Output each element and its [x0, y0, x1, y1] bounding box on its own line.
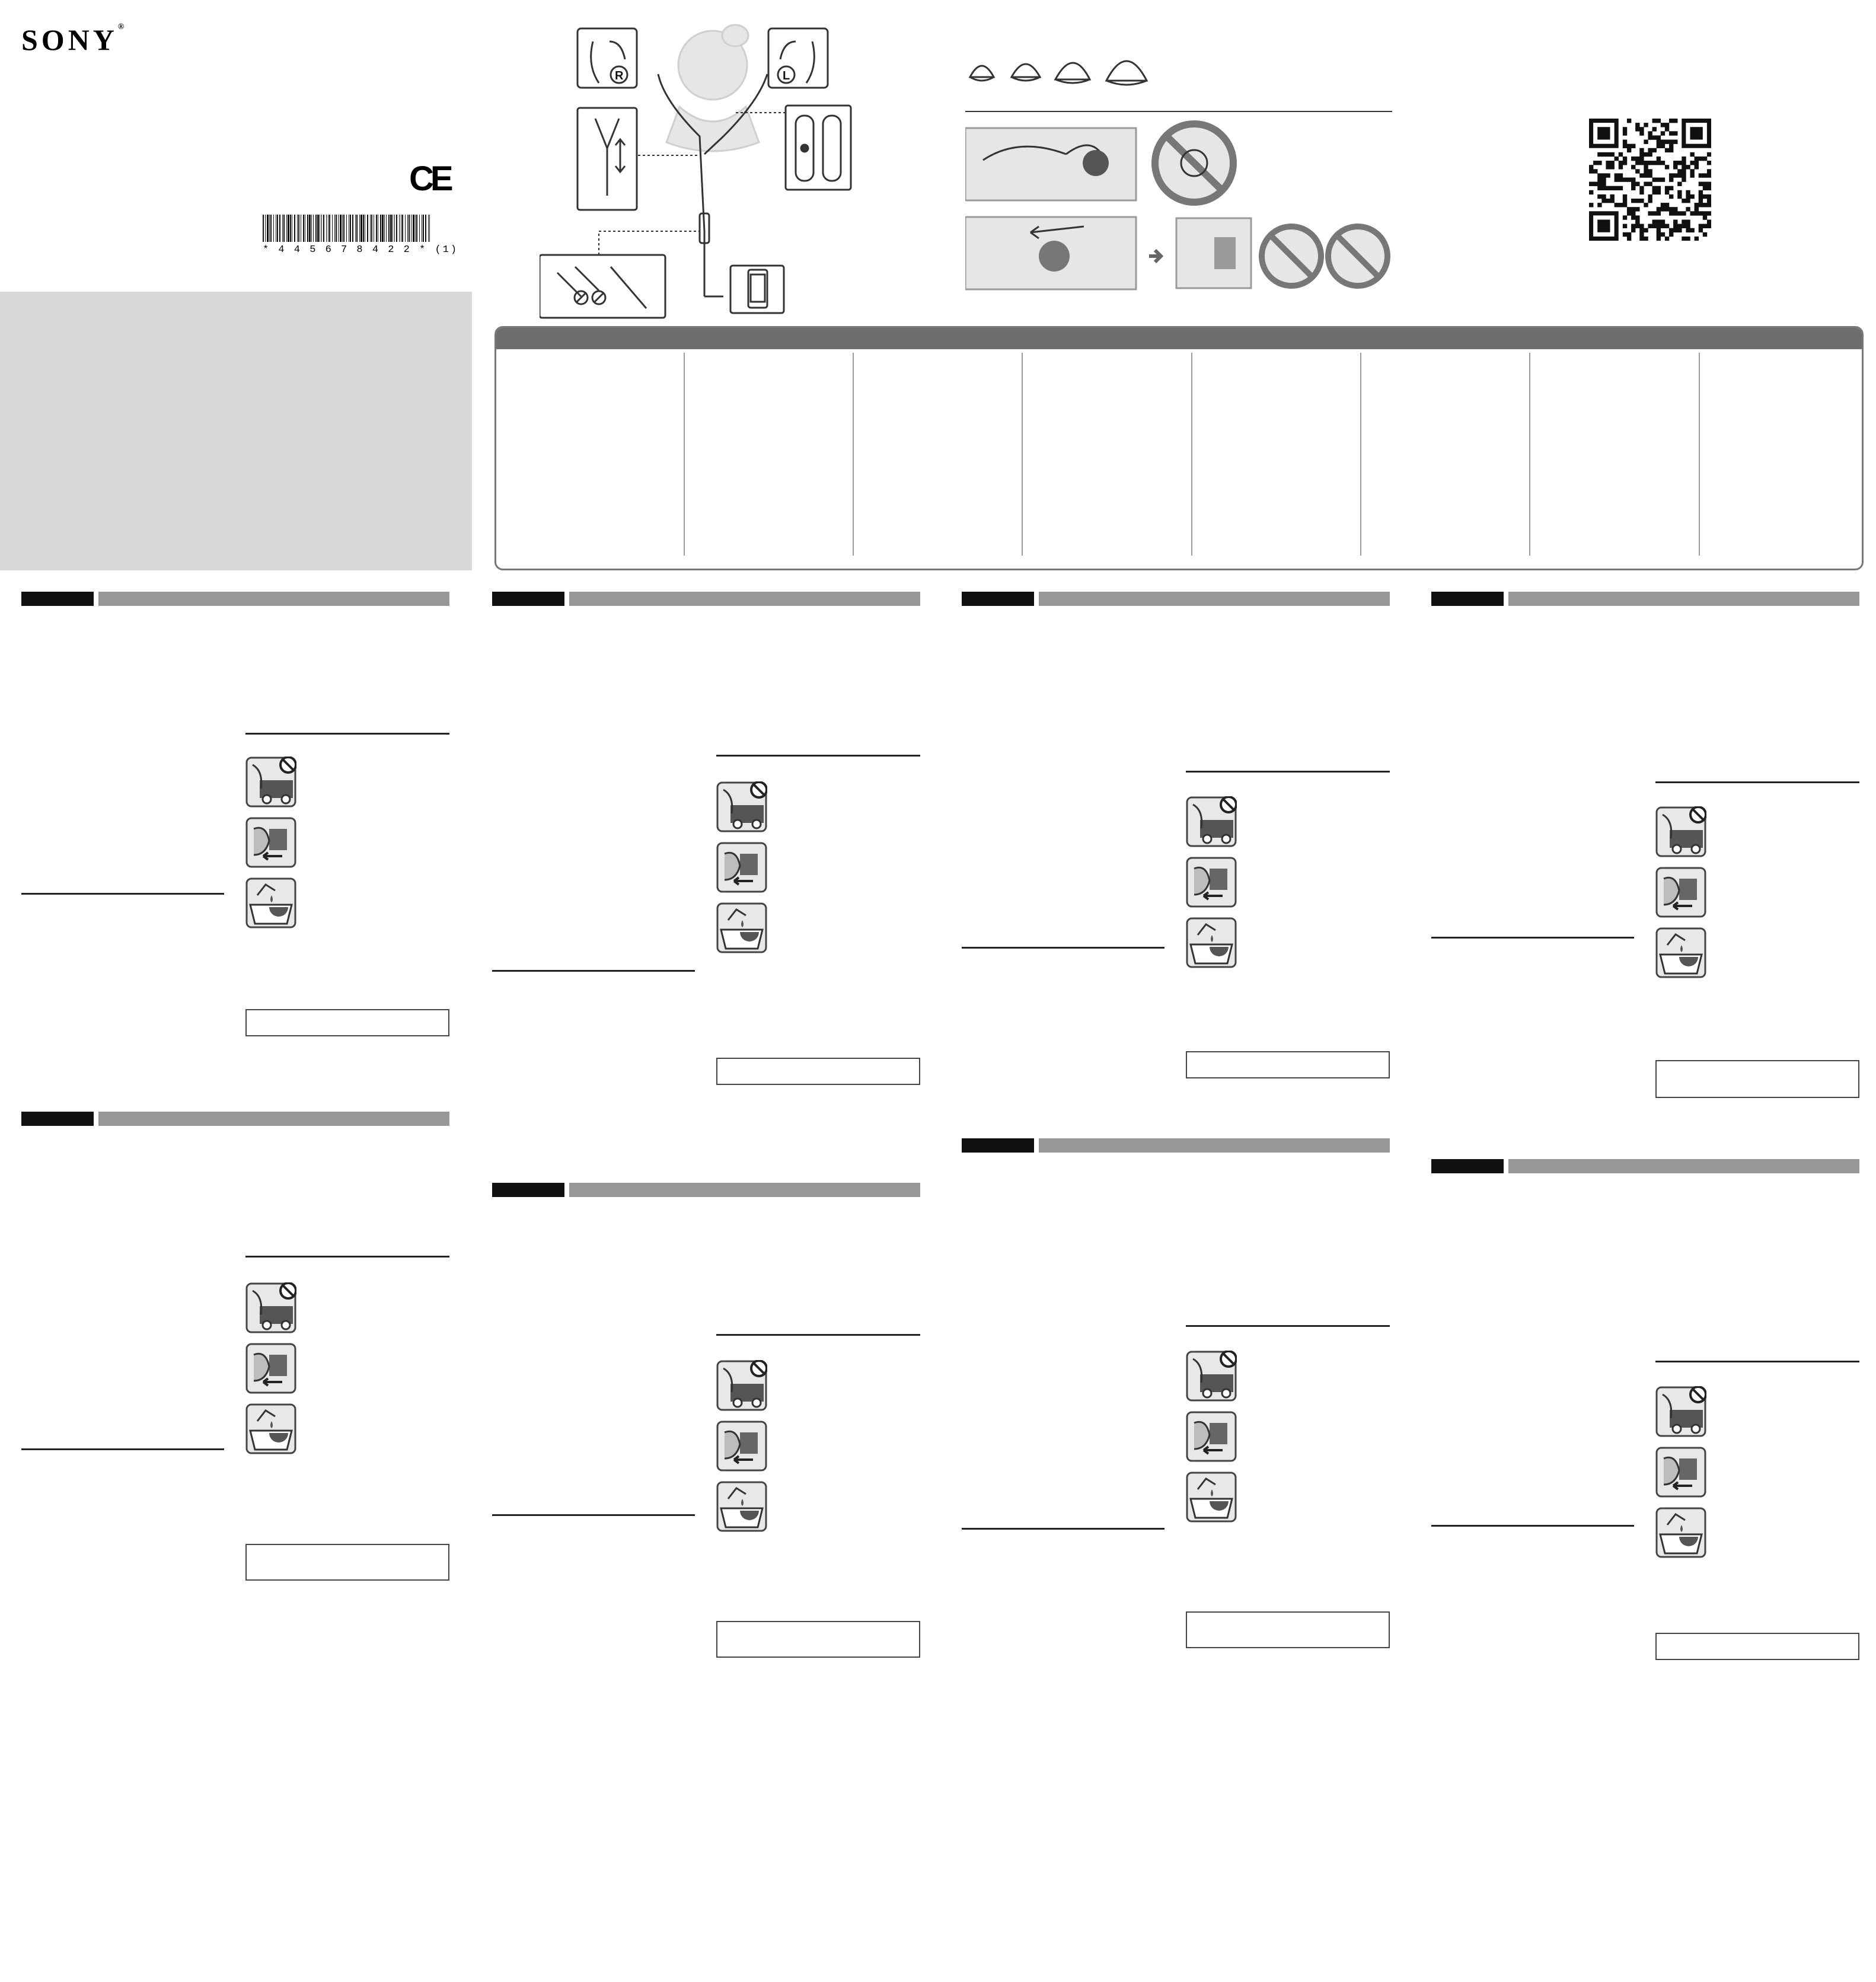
info-box	[1186, 1051, 1390, 1078]
section-divider	[245, 733, 449, 735]
barcode-number: * 4 4 5 6 7 8 4 2 2 * (1)	[263, 244, 459, 256]
no-driving-icon	[1655, 806, 1706, 857]
section-language-tag	[492, 1183, 564, 1197]
section-title-bar	[98, 592, 449, 606]
remove-earbud-icon	[1186, 1411, 1237, 1462]
board-divider	[1360, 353, 1361, 556]
remove-earbud-icon	[1186, 857, 1237, 908]
no-driving-icon	[245, 1282, 296, 1333]
wash-icon	[245, 1403, 296, 1454]
wash-icon	[1186, 1472, 1237, 1523]
qr-code-icon	[1589, 119, 1711, 241]
remove-earbud-icon	[245, 1343, 296, 1394]
section-divider	[1186, 771, 1390, 773]
section-divider	[716, 755, 920, 757]
info-box	[716, 1621, 920, 1658]
section-divider	[1655, 1361, 1859, 1362]
remove-earbud-icon	[716, 1421, 767, 1472]
section-divider	[1186, 1325, 1390, 1327]
section-language-tag	[21, 1112, 94, 1126]
info-box	[1655, 1633, 1859, 1660]
info-box	[1186, 1611, 1390, 1648]
wash-icon	[245, 877, 296, 928]
section-divider	[21, 893, 224, 895]
no-driving-icon	[245, 757, 296, 808]
remove-earbud-icon	[716, 842, 767, 893]
section-language-tag	[962, 592, 1034, 606]
right-earbud-box	[578, 28, 637, 88]
gray-panel	[0, 292, 472, 570]
wash-icon	[1186, 917, 1237, 968]
board-divider	[853, 353, 854, 556]
section-language-tag	[1431, 1159, 1504, 1173]
right-marker: R	[615, 69, 624, 82]
remote-box	[786, 106, 851, 190]
prohibited-icon	[1262, 226, 1321, 286]
no-driving-icon	[1186, 1351, 1237, 1402]
sony-logo: SONY®	[21, 23, 125, 56]
section-divider	[492, 1514, 695, 1516]
section-divider	[962, 947, 1164, 949]
remove-earbud-icon	[245, 817, 296, 868]
board-divider	[1529, 353, 1530, 556]
no-driving-icon	[1186, 796, 1237, 847]
prohibited-icon	[1155, 124, 1233, 202]
section-divider	[21, 1448, 224, 1450]
plug-box	[540, 255, 665, 318]
section-title-bar	[1508, 1159, 1859, 1173]
wash-icon	[1655, 927, 1706, 978]
section-divider	[1655, 781, 1859, 783]
section-title-bar	[569, 1183, 920, 1197]
section-title-bar	[98, 1112, 449, 1126]
wash-icon	[1655, 1507, 1706, 1558]
remove-earbud-icon	[1655, 1447, 1706, 1498]
board-header-bar	[496, 328, 1862, 349]
section-title-bar	[1508, 592, 1859, 606]
left-marker: L	[783, 69, 790, 82]
section-divider	[1431, 937, 1634, 939]
ear-tip-diagram	[965, 42, 1392, 296]
section-language-tag	[21, 592, 94, 606]
no-driving-icon	[1655, 1386, 1706, 1437]
remove-earbud-icon	[1655, 867, 1706, 918]
smartphone-box	[730, 266, 784, 313]
slider-box	[578, 108, 637, 210]
board-divider	[1699, 353, 1700, 556]
head-illustration	[666, 25, 759, 151]
info-box	[1655, 1060, 1859, 1098]
section-language-tag	[492, 592, 564, 606]
info-box	[245, 1009, 449, 1036]
board-divider	[684, 353, 685, 556]
wash-icon	[716, 902, 767, 953]
left-earbud-box	[768, 28, 828, 88]
ear-tip-sizes	[970, 61, 1147, 85]
section-title-bar	[1039, 592, 1390, 606]
wash-icon	[716, 1481, 767, 1532]
section-divider	[245, 1256, 449, 1257]
language-board	[494, 326, 1864, 570]
no-driving-icon	[716, 781, 767, 832]
ce-mark: CE	[409, 159, 450, 198]
board-divider	[1022, 353, 1023, 556]
no-driving-icon	[716, 1360, 767, 1411]
section-title-bar	[1039, 1138, 1390, 1153]
section-language-tag	[962, 1138, 1034, 1153]
barcode-icon	[263, 215, 430, 242]
section-divider	[1431, 1525, 1634, 1527]
prohibited-icon	[1328, 226, 1387, 286]
info-box	[245, 1544, 449, 1581]
section-divider	[716, 1334, 920, 1336]
headphones-diagram	[540, 18, 872, 320]
section-language-tag	[1431, 592, 1504, 606]
section-divider	[962, 1528, 1164, 1530]
info-box	[716, 1058, 920, 1085]
section-title-bar	[569, 592, 920, 606]
board-divider	[1191, 353, 1192, 556]
section-divider	[492, 970, 695, 972]
